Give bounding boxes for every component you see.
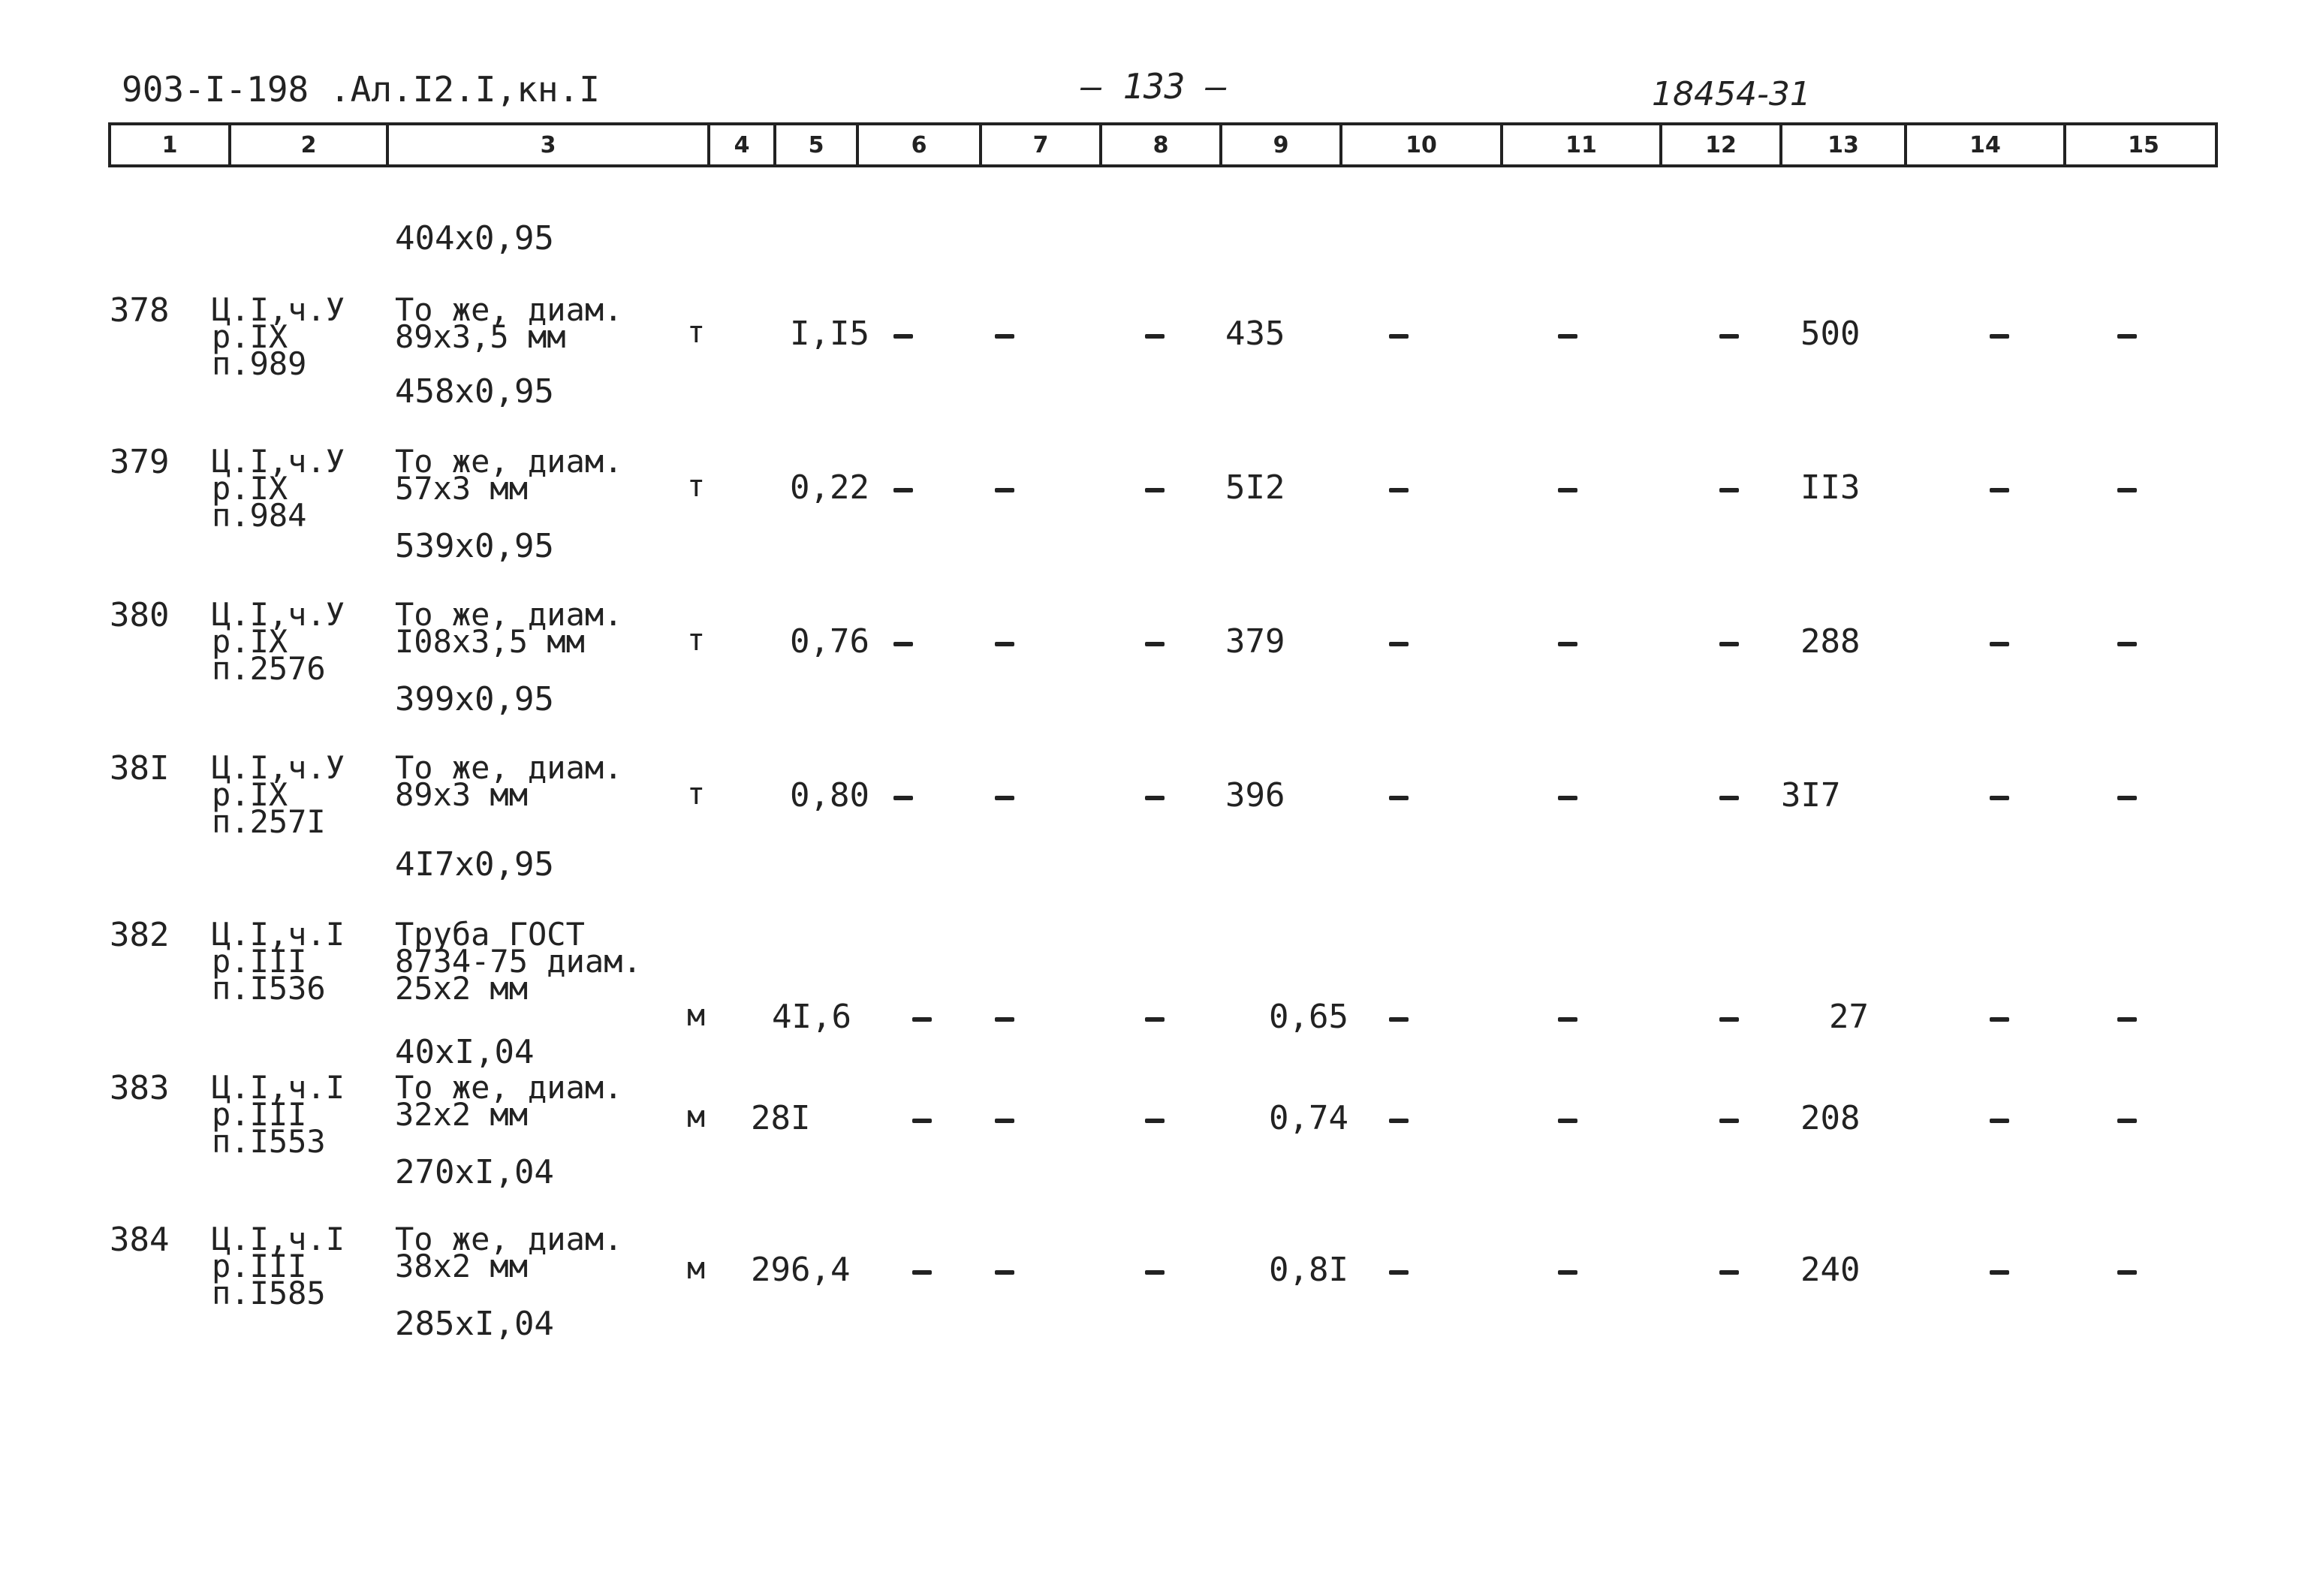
empty-cell-dash: [1558, 334, 1577, 339]
item-description: 38х2 мм: [395, 1248, 529, 1284]
empty-cell-dash: [995, 1017, 1014, 1022]
column-number: 12: [1659, 125, 1779, 164]
empty-cell-dash: [912, 1270, 932, 1275]
item-description: То же, диам.: [395, 749, 623, 786]
item-description: То же, диам.: [395, 291, 623, 328]
column-number: 8: [1099, 125, 1219, 164]
quantity-value: 296,4: [751, 1251, 851, 1289]
source-reference: Ц.I,ч.У: [212, 749, 345, 786]
empty-cell-dash: [1558, 796, 1577, 800]
empty-cell-dash: [1719, 1270, 1739, 1275]
quantity-factor: 285хI,04: [395, 1305, 554, 1343]
column-13-value: 288: [1800, 622, 1861, 661]
column-9-value: 0,74: [1269, 1099, 1348, 1137]
column-number: 4: [707, 125, 773, 164]
empty-cell-dash: [1145, 334, 1165, 339]
quantity-value: I,I5: [790, 315, 869, 353]
column-9-value: 0,8I: [1269, 1251, 1348, 1289]
empty-cell-dash: [893, 796, 913, 800]
source-reference: Ц.I,ч.У: [212, 443, 345, 480]
empty-cell-dash: [1145, 796, 1165, 800]
column-number: 2: [228, 125, 386, 164]
empty-cell-dash: [2117, 1017, 2137, 1022]
source-reference: п.257I: [212, 803, 326, 840]
unit-of-measure: т: [687, 315, 706, 350]
empty-cell-dash: [1719, 1119, 1739, 1123]
empty-cell-dash: [1719, 642, 1739, 646]
source-reference: п.2576: [212, 650, 326, 687]
empty-cell-dash: [912, 1017, 932, 1022]
item-description: 57х3 мм: [395, 470, 529, 507]
unit-of-measure: м: [687, 998, 706, 1033]
source-reference: Ц.I,ч.I: [212, 1069, 345, 1106]
registration-number: 18454-31: [1652, 75, 1811, 113]
row-number: 380: [110, 596, 170, 634]
row-number: 378: [110, 291, 170, 330]
item-description: Труба ГОСТ: [395, 916, 585, 953]
empty-cell-dash: [995, 796, 1014, 800]
column-13-value: II3: [1800, 468, 1861, 507]
source-reference: п.I553: [212, 1123, 326, 1160]
column-9-value: 435: [1225, 315, 1285, 353]
empty-cell-dash: [1145, 642, 1165, 646]
source-reference: р.IX: [212, 318, 288, 355]
empty-cell-dash: [2117, 1270, 2137, 1275]
column-number: 9: [1219, 125, 1339, 164]
source-reference: Ц.I,ч.У: [212, 596, 345, 633]
empty-cell-dash: [1990, 642, 2009, 646]
unit-of-measure: т: [687, 623, 706, 658]
document-code: 903-I-198 .Ал.I2.I,кн.I: [122, 69, 600, 110]
empty-cell-dash: [1145, 488, 1165, 492]
item-description: 32х2 мм: [395, 1096, 529, 1133]
empty-cell-dash: [893, 642, 913, 646]
column-number: 7: [979, 125, 1099, 164]
item-description: I08х3,5 мм: [395, 623, 585, 660]
source-reference: р.III: [212, 1248, 307, 1284]
empty-cell-dash: [1990, 488, 2009, 492]
row-number: 382: [110, 916, 170, 954]
column-13-value: 240: [1800, 1251, 1861, 1289]
empty-cell-dash: [1389, 1119, 1409, 1123]
unit-of-measure: м: [687, 1251, 706, 1286]
quantity-factor: 4I7х0,95: [395, 845, 554, 884]
empty-cell-dash: [1389, 796, 1409, 800]
source-reference: р.III: [212, 943, 307, 980]
column-number: 14: [1904, 125, 2063, 164]
empty-cell-dash: [2117, 334, 2137, 339]
column-13-value: 3I7: [1781, 776, 1841, 815]
source-reference: п.I585: [212, 1275, 326, 1311]
empty-cell-dash: [2117, 796, 2137, 800]
column-number: 3: [386, 125, 707, 164]
empty-cell-dash: [995, 1119, 1014, 1123]
empty-cell-dash: [1389, 488, 1409, 492]
column-header-row: [108, 122, 2218, 167]
column-number: 15: [2063, 125, 2221, 164]
quantity-value: 28I: [751, 1099, 811, 1137]
unit-of-measure: т: [687, 469, 706, 504]
column-13-value: 208: [1800, 1099, 1861, 1137]
empty-cell-dash: [1389, 1270, 1409, 1275]
empty-cell-dash: [995, 1270, 1014, 1275]
empty-cell-dash: [1558, 642, 1577, 646]
empty-cell-dash: [1145, 1017, 1165, 1022]
row-number: 383: [110, 1069, 170, 1107]
column-number: 13: [1779, 125, 1904, 164]
quantity-factor: 270хI,04: [395, 1153, 554, 1191]
empty-cell-dash: [1558, 1017, 1577, 1022]
empty-cell-dash: [1719, 796, 1739, 800]
column-number: 10: [1339, 125, 1500, 164]
empty-cell-dash: [995, 334, 1014, 339]
row-number: 384: [110, 1221, 170, 1259]
empty-cell-dash: [2117, 1119, 2137, 1123]
item-description: 25х2 мм: [395, 970, 529, 1007]
source-reference: р.IX: [212, 470, 288, 507]
column-9-value: 379: [1225, 622, 1285, 661]
empty-cell-dash: [1719, 1017, 1739, 1022]
quantity-value: 0,76: [790, 622, 869, 661]
quantity-value: 4I,6: [772, 998, 851, 1036]
empty-cell-dash: [893, 488, 913, 492]
empty-cell-dash: [1389, 334, 1409, 339]
column-9-value: 5I2: [1225, 468, 1285, 507]
empty-cell-dash: [1558, 488, 1577, 492]
item-description: То же, диам.: [395, 1221, 623, 1257]
empty-cell-dash: [1719, 334, 1739, 339]
source-reference: Ц.I,ч.I: [212, 916, 345, 953]
column-number: 6: [856, 125, 979, 164]
empty-cell-dash: [912, 1119, 932, 1123]
column-9-value: 0,65: [1269, 998, 1348, 1036]
empty-cell-dash: [1990, 796, 2009, 800]
column-number: 1: [161, 131, 178, 158]
row-number: 38I: [110, 749, 170, 787]
empty-cell-dash: [1990, 334, 2009, 339]
empty-cell-dash: [2117, 642, 2137, 646]
empty-cell-dash: [1389, 642, 1409, 646]
source-reference: Ц.I,ч.У: [212, 291, 345, 328]
empty-cell-dash: [1990, 1017, 2009, 1022]
carry-over-text: 404х0,95: [395, 219, 554, 257]
source-reference: п.984: [212, 497, 307, 534]
item-description: То же, диам.: [395, 596, 623, 633]
item-description: То же, диам.: [395, 1069, 623, 1106]
empty-cell-dash: [1558, 1119, 1577, 1123]
source-reference: р.IX: [212, 623, 288, 660]
quantity-factor: 40хI,04: [395, 1033, 535, 1071]
empty-cell-dash: [1990, 1119, 2009, 1123]
source-reference: р.III: [212, 1096, 307, 1133]
empty-cell-dash: [995, 642, 1014, 646]
row-number: 379: [110, 443, 170, 481]
column-number: 5: [773, 125, 856, 164]
source-reference: р.IX: [212, 776, 288, 813]
column-9-value: 396: [1225, 776, 1285, 815]
item-description: 8734-75 диам.: [395, 943, 642, 980]
quantity-factor: 539х0,95: [395, 527, 554, 565]
quantity-factor: 458х0,95: [395, 372, 554, 411]
item-description: То же, диам.: [395, 443, 623, 480]
empty-cell-dash: [1990, 1270, 2009, 1275]
empty-cell-dash: [893, 334, 913, 339]
source-reference: п.I536: [212, 970, 326, 1007]
column-number: 11: [1500, 125, 1659, 164]
item-description: 89х3 мм: [395, 776, 529, 813]
unit-of-measure: т: [687, 777, 706, 812]
empty-cell-dash: [1145, 1270, 1165, 1275]
empty-cell-dash: [1558, 1270, 1577, 1275]
quantity-factor: 399х0,95: [395, 680, 554, 718]
source-reference: п.989: [212, 345, 307, 382]
page-number: — 133 —: [1081, 66, 1227, 107]
column-13-value: 500: [1800, 315, 1861, 353]
empty-cell-dash: [995, 488, 1014, 492]
source-reference: Ц.I,ч.I: [212, 1221, 345, 1257]
column-13-value: 27: [1829, 998, 1869, 1036]
empty-cell-dash: [1719, 488, 1739, 492]
empty-cell-dash: [1389, 1017, 1409, 1022]
quantity-value: 0,80: [790, 776, 869, 815]
empty-cell-dash: [2117, 488, 2137, 492]
item-description: 89х3,5 мм: [395, 318, 566, 355]
quantity-value: 0,22: [790, 468, 869, 507]
empty-cell-dash: [1145, 1119, 1165, 1123]
unit-of-measure: м: [687, 1100, 706, 1134]
